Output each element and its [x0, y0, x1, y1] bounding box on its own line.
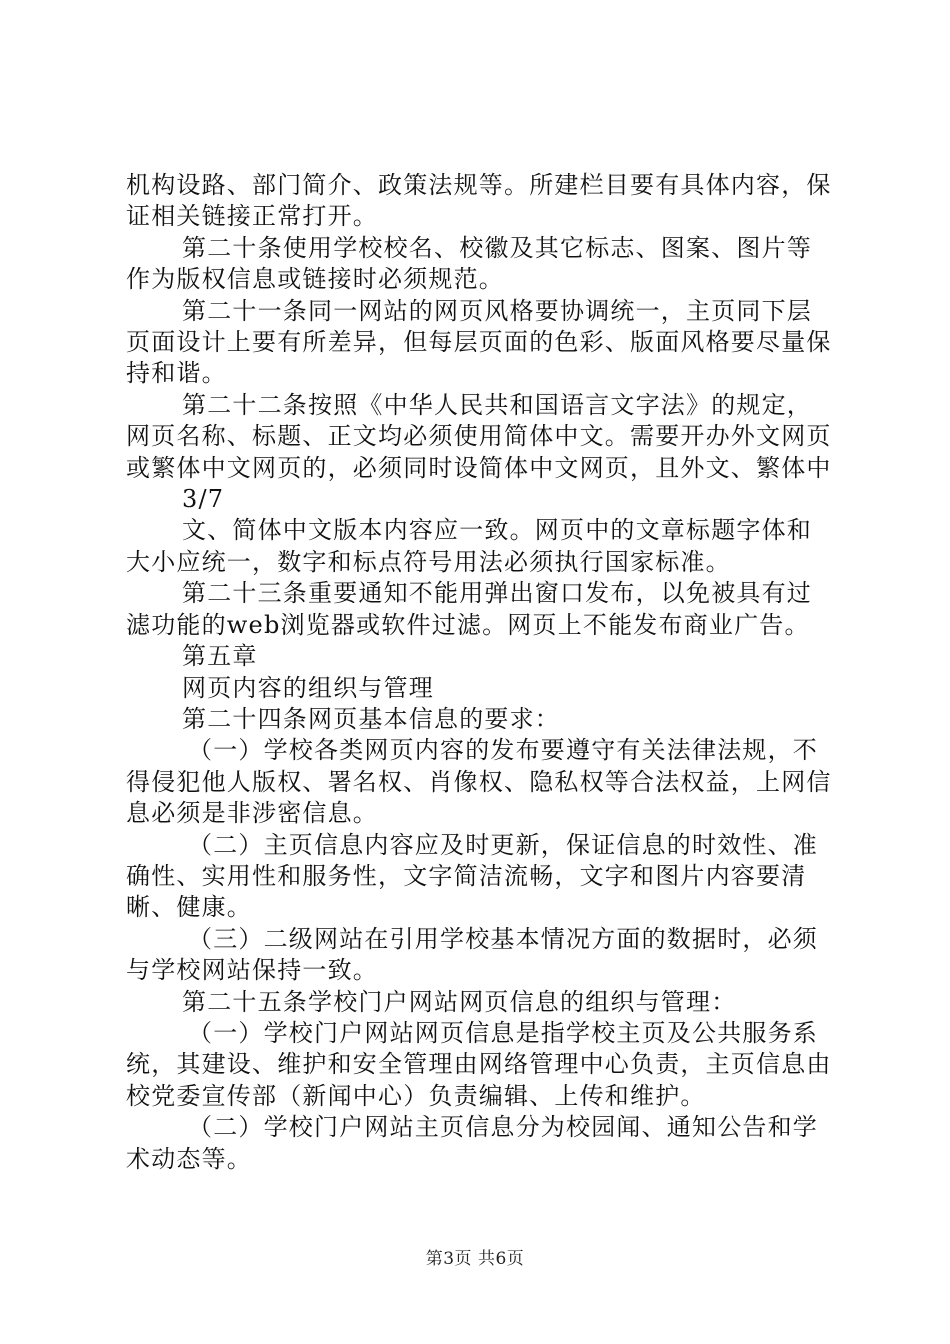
inline-page-marker: 3/7: [182, 485, 225, 514]
page-footer: [0, 1244, 950, 1269]
paragraph-article-22: 第二十二条按照《中华人民共和国语言文字法》的规定，网页名称、标题、正文均必须使用简体中文。需要开办外文网页或繁体中文网页的，必须同时设简体中文网页，且外文、繁体中: [126, 390, 832, 482]
paragraph-article-21: 第二十一条同一网站的网页风格要协调统一，主页同下层页面设计上要有所差异，但每层页面的色彩、版面风格要尽量保持和谐。: [126, 296, 832, 388]
chapter-number: 第五章: [182, 642, 258, 671]
paragraph-continued: 机构设路、部门简介、政策法规等。所建栏目要有具体内容，保证相关链接正常打开。: [126, 171, 832, 231]
paragraph-article-24-item-2: （二）主页信息内容应及时更新，保证信息的时效性、准确性、实用性和服务性，文字简洁流畅，文字和图片内容要清晰、健康。: [126, 830, 818, 922]
paragraph-article-25: 第二十五条学校门户网站网页信息的组织与管理：: [182, 987, 737, 1016]
paragraph-article-25-item-2: （二）学校门户网站主页信息分为校园闻、通知公告和学术动态等。: [126, 1113, 818, 1173]
paragraph-article-24-item-1: （一）学校各类网页内容的发布要遵守有关法律法规，不得侵犯他人版权、署名权、肖像权、隐私权等合法权益，上网信息必须是非涉密信息。: [126, 736, 832, 828]
paragraph-article-25-item-1: （一）学校门户网站网页信息是指学校主页及公共服务系统，其建设、维护和安全管理由网络管理中心负责，主页信息由校党委宣传部（新闻中心）负责编辑、上传和维护。: [126, 1018, 832, 1110]
chapter-title: 网页内容的组织与管理: [182, 673, 434, 702]
paragraph-article-20: 第二十条使用学校校名、校徽及其它标志、图案、图片等作为版权信息或链接时必须规范。: [126, 233, 812, 294]
document-body: [126, 170, 832, 1175]
paragraph-article-24: 第二十四条网页基本信息的要求：: [182, 704, 560, 733]
paragraph-article-24-item-3: （三）二级网站在引用学校基本情况方面的数据时，必须与学校网站保持一致。: [126, 924, 818, 985]
paragraph-article-22-continued: 文、简体中文版本内容应一致。网页中的文章标题字体和大小应统一，数字和标点符号用法必须执行国家标准。: [126, 516, 812, 576]
paragraph-article-23: 第二十三条重要通知不能用弹出窗口发布，以免被具有过滤功能的web浏览器或软件过滤。网页上不能发布商业广告。: [126, 579, 812, 639]
page-number-label: 第3页 共6页: [425, 1249, 525, 1269]
